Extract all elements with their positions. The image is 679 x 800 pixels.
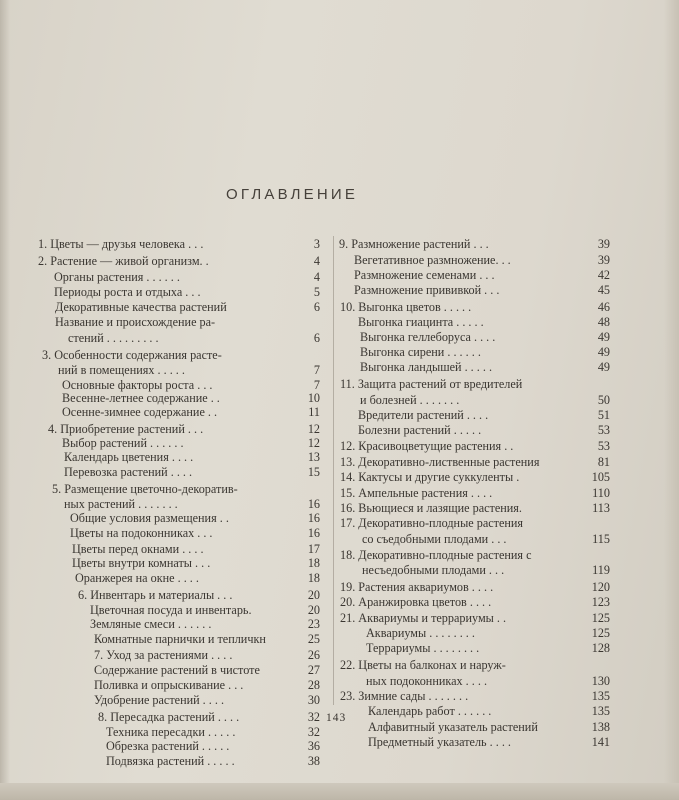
right-entry-page-number: 49 [597,330,610,344]
right-entry-text: Предметный указатель . . . . [368,735,511,749]
left-entry-text: Календарь цветения . . . . [64,450,194,464]
right-entry-page-number: 113 [592,501,610,515]
left-entry-text: Периоды роста и отдыха . . . [54,285,201,299]
left-entry-page-number: 3 [313,237,320,251]
right-entry-page-number: 120 [591,580,610,594]
left-entry-page-number: 15 [307,465,320,479]
left-entry-page-number: 27 [307,663,320,677]
left-entry-text: Название и происхождение ра- [55,315,216,329]
right-entry-page-number: 50 [597,393,610,407]
contents-title: ОГЛАВЛЕНИЕ [226,186,359,203]
left-entry-page-number: 36 [307,739,320,753]
left-entry-text: ний в помещениях . . . . . [58,363,185,377]
page-number: 143 [326,712,347,724]
left-entry-text: 1. Цветы — друзья человека . . . [38,237,204,251]
left-entry-page-number: 4 [313,270,320,284]
right-entry-page-number: 45 [597,283,610,297]
right-entry-text: Вредители растений . . . . [358,408,489,422]
page-edge-shadow [664,0,679,800]
left-entry-text: Основные факторы роста . . . [62,378,213,392]
left-entry-page-number: 18 [307,556,320,570]
left-entry-text: 4. Приобретение растений . . . [48,422,204,436]
right-entry-page-number: 125 [591,611,610,625]
left-entry-page-number: 23 [307,617,320,631]
left-entry-page-number: 12 [307,422,320,436]
left-entry-text: Цветы внутри комнаты . . . [72,556,211,570]
right-entry-text: 16. Вьющиеся и лазящие растения. [340,501,522,515]
left-entry-page-number: 32 [307,710,320,724]
left-entry-page-number: 5 [313,285,320,299]
right-entry-page-number: 49 [597,345,610,359]
right-entry-page-number: 39 [597,237,610,251]
right-entry-text: Размножение прививкой . . . [354,283,500,297]
left-entry-text: Декоративные качества растений [55,300,227,314]
right-entry-text: Размножение семенами . . . [354,268,495,282]
left-entry-page-number: 20 [307,603,320,617]
left-entry-page-number: 11 [308,405,320,419]
right-entry-text: 11. Защита растений от вредителей [340,377,523,391]
left-entry-text: Обрезка растений . . . . . [106,739,230,753]
left-entry-text: 8. Пересадка растений . . . . [98,710,240,724]
left-entry-page-number: 32 [307,725,320,739]
right-entry-page-number: 141 [591,735,610,749]
left-entry-text: 3. Особенности содержания расте- [42,348,222,362]
right-entry-page-number: 49 [597,360,610,374]
right-entry-page-number: 128 [591,641,610,655]
left-entry-text: Цветочная посуда и инвентарь. [90,603,252,617]
right-entry-text: 23. Зимние сады . . . . . . . [340,689,469,703]
right-entry-page-number: 123 [591,595,610,609]
right-entry-page-number: 42 [597,268,610,282]
left-entry-text: Комнатные парнички и тепличкн [94,632,266,646]
right-entry-page-number: 110 [592,486,610,500]
left-entry-page-number: 12 [307,436,320,450]
right-entry-text: 20. Аранжировка цветов . . . . [340,595,492,609]
right-entry-text: 12. Красивоцветущие растения . . [340,439,514,453]
right-entry-page-number: 138 [591,720,610,734]
left-entry-page-number: 16 [307,511,320,525]
right-entry-page-number: 81 [597,455,610,469]
left-entry-page-number: 7 [313,363,320,377]
left-entry-text: Весенне-летнее содержание . . [62,391,220,405]
left-entry-text: Подвязка растений . . . . . [106,754,235,768]
right-entry-page-number: 53 [597,439,610,453]
right-entry-text: Аквариумы . . . . . . . . [366,626,475,640]
left-entry-page-number: 18 [307,571,320,585]
left-entry-text: 6. Инвентарь и материалы . . . [78,588,233,602]
right-entry-page-number: 53 [597,423,610,437]
page-spine-shadow [0,0,10,800]
left-entry-text: стений . . . . . . . . . [68,331,159,345]
right-entry-text: со съедобными плодами . . . [362,532,507,546]
left-entry-text: Земляные смеси . . . . . . [90,617,212,631]
left-entry-text: Удобрение растений . . . . [94,693,225,707]
right-entry-text: 13. Декоративно-лиственные растения [340,455,540,469]
right-entry-text: Террариумы . . . . . . . . [366,641,480,655]
left-entry-page-number: 6 [313,331,320,345]
right-entry-text: Выгонка ландышей . . . . . [360,360,493,374]
column-divider [333,236,334,705]
right-entry-text: 9. Размножение растений . . . [339,237,489,251]
left-entry-page-number: 17 [307,542,320,556]
right-entry-text: ных подоконниках . . . . [366,674,487,688]
left-entry-text: ных растений . . . . . . . [64,497,178,511]
right-entry-page-number: 39 [597,253,610,267]
right-entry-text: 14. Кактусы и другие суккуленты . [340,470,520,484]
left-entry-text: Оранжерея на окне . . . . [75,571,199,585]
left-entry-text: Цветы на подоконниках . . . [70,526,213,540]
right-entry-page-number: 135 [591,704,610,718]
right-entry-text: 21. Аквариумы и террариумы . . [340,611,507,625]
left-entry-page-number: 7 [313,378,320,392]
left-entry-page-number: 30 [307,693,320,707]
left-entry-text: Органы растения . . . . . . [54,270,180,284]
right-entry-page-number: 115 [592,532,610,546]
right-entry-text: 10. Выгонка цветов . . . . . [340,300,472,314]
right-entry-page-number: 46 [597,300,610,314]
left-entry-page-number: 4 [313,254,320,268]
right-entry-text: Алфавитный указатель растений [368,720,538,734]
right-entry-text: и болезней . . . . . . . [360,393,460,407]
right-entry-text: несъедобными плодами . . . [362,563,505,577]
right-entry-page-number: 105 [591,470,610,484]
left-entry-text: Техника пересадки . . . . . [106,725,236,739]
right-entry-text: Вегетативное размножение. . . [354,253,511,267]
left-entry-text: 2. Растение — живой организм. . [38,254,209,268]
right-entry-page-number: 48 [597,315,610,329]
right-entry-text: 17. Декоративно-плодные растения [340,516,524,530]
left-entry-text: 5. Размещение цветочно-декоратив- [52,482,238,496]
left-entry-page-number: 26 [307,648,320,662]
left-entry-text: Перевозка растений . . . . [64,465,193,479]
right-entry-page-number: 51 [597,408,610,422]
right-entry-text: 18. Декоративно-плодные растения с [340,548,532,562]
left-entry-text: Содержание растений в чистоте [94,663,260,677]
left-entry-page-number: 38 [307,754,320,768]
left-entry-text: Общие условия размещения . . [70,511,229,525]
left-entry-text: 7. Уход за растениями . . . . [94,648,233,662]
right-entry-text: Болезни растений . . . . . [358,423,482,437]
left-entry-page-number: 6 [313,300,320,314]
left-entry-page-number: 20 [307,588,320,602]
right-entry-page-number: 125 [591,626,610,640]
right-entry-text: Выгонка геллеборуса . . . . [360,330,496,344]
left-entry-page-number: 16 [307,526,320,540]
left-entry-text: Цветы перед окнами . . . . [72,542,204,556]
right-entry-text: 19. Растения аквариумов . . . . [340,580,494,594]
left-entry-page-number: 13 [307,450,320,464]
right-entry-page-number: 119 [592,563,610,577]
left-entry-page-number: 10 [307,391,320,405]
right-entry-page-number: 135 [591,689,610,703]
left-entry-text: Осенне-зимнее содержание . . [62,405,218,419]
right-entry-text: 15. Ампельные растения . . . . [340,486,493,500]
page-bottom-edge [0,783,679,800]
right-entry-page-number: 130 [591,674,610,688]
left-entry-text: Выбор растений . . . . . . [62,436,184,450]
right-entry-text: 22. Цветы на балконах и наруж- [340,658,506,672]
left-entry-page-number: 16 [307,497,320,511]
right-entry-text: Выгонка сирени . . . . . . [360,345,481,359]
left-entry-page-number: 28 [307,678,320,692]
left-entry-text: Поливка и опрыскивание . . . [94,678,244,692]
right-entry-text: Календарь работ . . . . . . [368,704,492,718]
left-entry-page-number: 25 [307,632,320,646]
right-entry-text: Выгонка гиацинта . . . . . [358,315,484,329]
